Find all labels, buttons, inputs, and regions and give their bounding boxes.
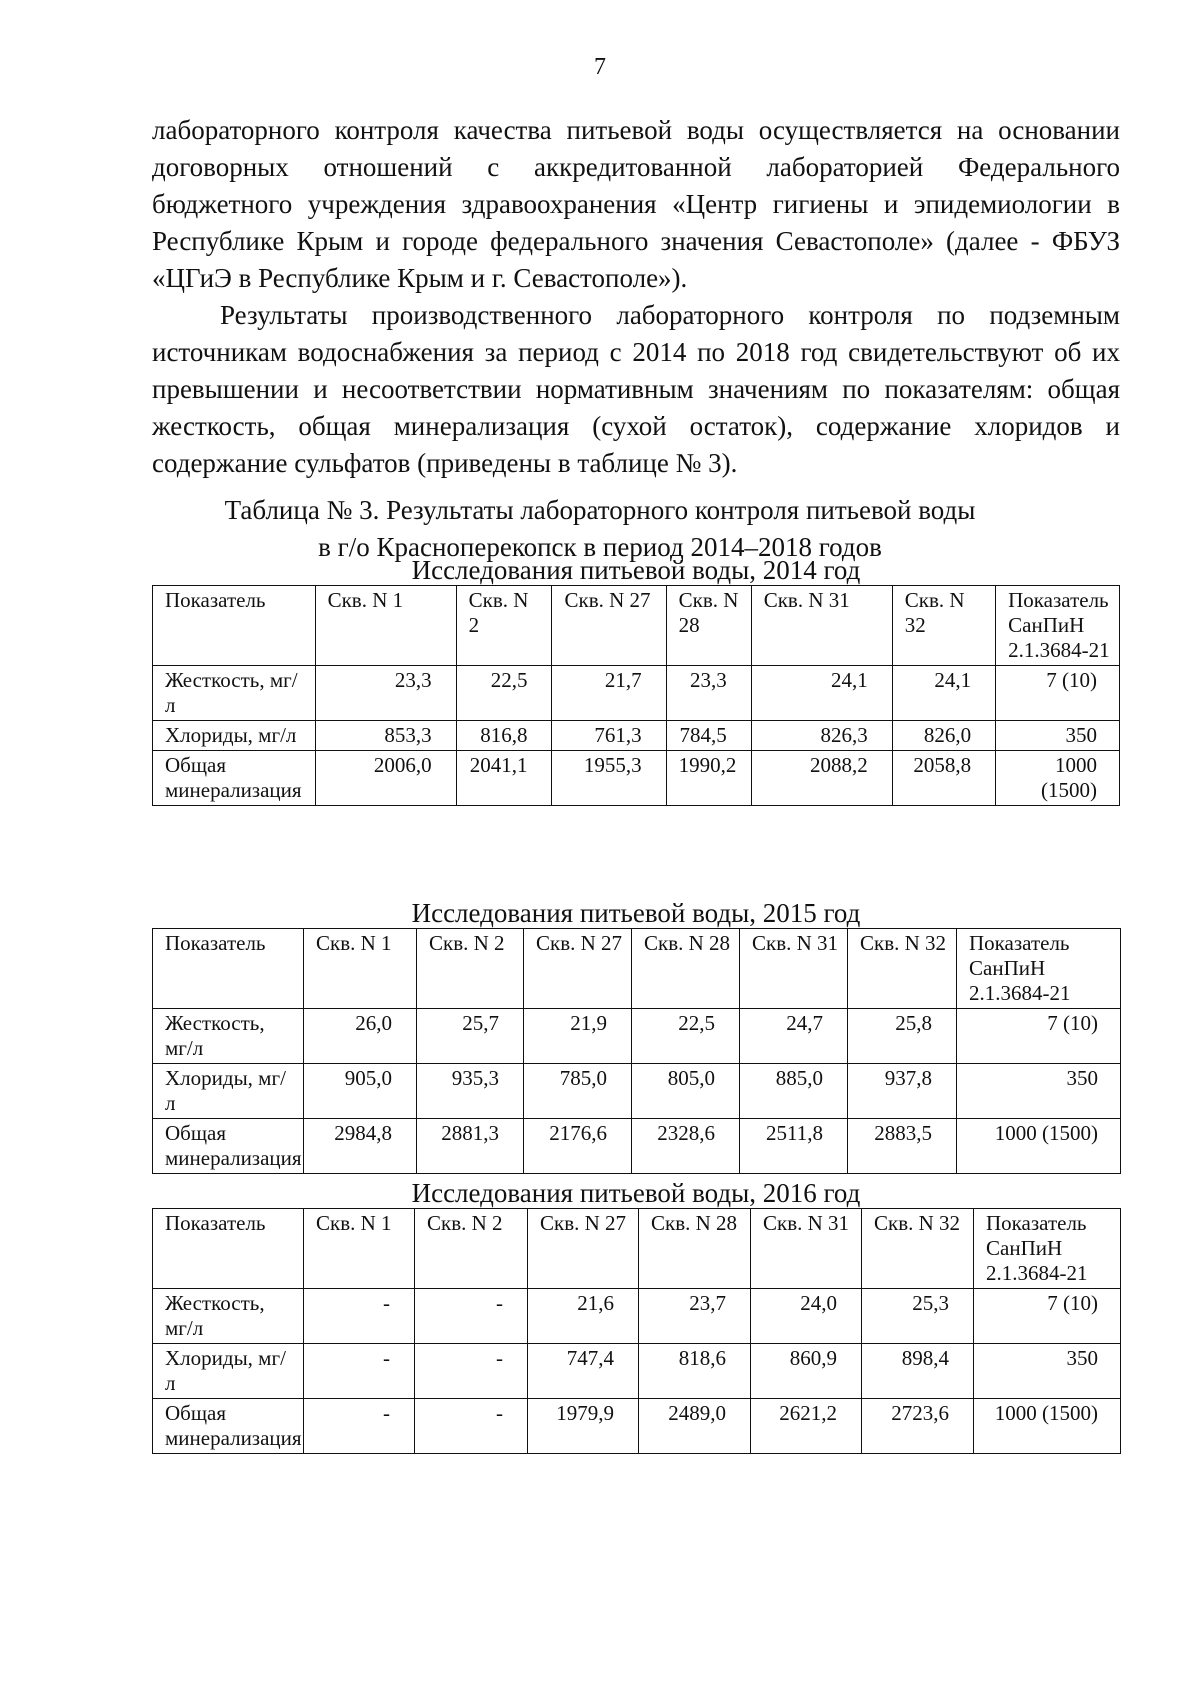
header-cell: Скв. N 28 — [639, 1209, 751, 1289]
header-cell: Скв. N 28 — [666, 586, 751, 666]
value-cell: 2176,6 — [524, 1119, 632, 1174]
table-row — [153, 1009, 1121, 1064]
value-cell: 816,8 — [456, 721, 552, 751]
header-cell: Показатель — [153, 586, 316, 666]
header-cell: Скв. N 32 — [892, 586, 995, 666]
norm-cell: 7 (10) — [996, 666, 1120, 721]
value-cell: 885,0 — [740, 1064, 848, 1119]
body-text — [152, 112, 1120, 482]
header-cell: Показатель — [153, 929, 304, 1009]
table-row — [153, 751, 1120, 806]
indicator-cell: Общая минерализация — [153, 1399, 304, 1454]
value-cell: - — [304, 1344, 415, 1399]
value-cell: 24,1 — [892, 666, 995, 721]
value-cell: 25,7 — [417, 1009, 524, 1064]
value-cell: 21,6 — [528, 1289, 639, 1344]
header-cell: Показатель СанПиН 2.1.3684-21 — [996, 586, 1120, 666]
value-cell: 21,9 — [524, 1009, 632, 1064]
indicator-cell: Хлориды, мг/л — [153, 1344, 304, 1399]
value-cell: 935,3 — [417, 1064, 524, 1119]
table-row — [153, 1344, 1121, 1399]
table-row — [153, 666, 1120, 721]
table-row — [153, 721, 1120, 751]
table-caption-line: в г/о Красноперекопск в период 2014–2018 годов — [318, 532, 882, 562]
value-cell: - — [304, 1399, 415, 1454]
indicator-cell: Общая минерализация — [153, 1119, 304, 1174]
value-cell: 784,5 — [666, 721, 751, 751]
value-cell: 1955,3 — [552, 751, 666, 806]
header-cell: Показатель — [153, 1209, 304, 1289]
value-cell: - — [304, 1289, 415, 1344]
value-cell: 22,5 — [456, 666, 552, 721]
table-row — [153, 1119, 1121, 1174]
value-cell: 1990,2 — [666, 751, 751, 806]
value-cell: 860,9 — [751, 1344, 862, 1399]
header-cell: Скв. N 27 — [524, 929, 632, 1009]
value-cell: - — [415, 1344, 528, 1399]
indicator-cell: Хлориды, мг/л — [153, 1064, 304, 1119]
value-cell: 2621,2 — [751, 1399, 862, 1454]
value-cell: - — [415, 1399, 528, 1454]
norm-cell: 1000 (1500) — [996, 751, 1120, 806]
value-cell: 25,8 — [848, 1009, 957, 1064]
value-cell: 21,7 — [552, 666, 666, 721]
header-cell: Скв. N 27 — [528, 1209, 639, 1289]
section-title-2016: Исследования питьевой воды, 2016 год — [411, 1178, 861, 1208]
header-cell: Скв. N 31 — [751, 586, 892, 666]
value-cell: 805,0 — [632, 1064, 740, 1119]
header-cell: Скв. N 28 — [632, 929, 740, 1009]
norm-cell: 1000 (1500) — [957, 1119, 1121, 1174]
value-cell: 937,8 — [848, 1064, 957, 1119]
value-cell: 23,3 — [315, 666, 456, 721]
header-cell: Скв. N 32 — [862, 1209, 974, 1289]
value-cell: 2883,5 — [848, 1119, 957, 1174]
value-cell: 24,7 — [740, 1009, 848, 1064]
value-cell: 2088,2 — [751, 751, 892, 806]
header-cell: Скв. N 32 — [848, 929, 957, 1009]
page-number: 7 — [594, 54, 606, 80]
header-cell: Скв. N 2 — [415, 1209, 528, 1289]
table-caption-line: Таблица № 3. Результаты лабораторного контроля питьевой воды — [224, 495, 976, 525]
table-header-row — [153, 929, 1121, 1009]
header-cell: Показатель СанПиН 2.1.3684-21 — [957, 929, 1121, 1009]
value-cell: 818,6 — [639, 1344, 751, 1399]
value-cell: 2041,1 — [456, 751, 552, 806]
value-cell: 2984,8 — [304, 1119, 417, 1174]
results-table-2016 — [152, 1208, 1121, 1454]
value-cell: 785,0 — [524, 1064, 632, 1119]
header-cell: Скв. N 1 — [304, 1209, 415, 1289]
value-cell: 1979,9 — [528, 1399, 639, 1454]
norm-cell: 1000 (1500) — [974, 1399, 1121, 1454]
norm-cell: 350 — [957, 1064, 1121, 1119]
value-cell: 2058,8 — [892, 751, 995, 806]
table-header-row — [153, 586, 1120, 666]
value-cell: 23,7 — [639, 1289, 751, 1344]
value-cell: 826,0 — [892, 721, 995, 751]
header-cell: Скв. N 31 — [740, 929, 848, 1009]
value-cell: 26,0 — [304, 1009, 417, 1064]
value-cell: 826,3 — [751, 721, 892, 751]
value-cell: - — [415, 1289, 528, 1344]
value-cell: 2489,0 — [639, 1399, 751, 1454]
norm-cell: 7 (10) — [974, 1289, 1121, 1344]
table-row — [153, 1289, 1121, 1344]
value-cell: 22,5 — [632, 1009, 740, 1064]
value-cell: 761,3 — [552, 721, 666, 751]
results-table-2014 — [152, 585, 1120, 806]
header-cell: Скв. N 27 — [552, 586, 666, 666]
header-cell: Скв. N 1 — [304, 929, 417, 1009]
section-title-2015: Исследования питьевой воды, 2015 год — [411, 898, 861, 928]
header-cell: Скв. N 2 — [456, 586, 552, 666]
norm-cell: 7 (10) — [957, 1009, 1121, 1064]
value-cell: 2328,6 — [632, 1119, 740, 1174]
table-header-row — [153, 1209, 1121, 1289]
value-cell: 2881,3 — [417, 1119, 524, 1174]
indicator-cell: Общая минерализация — [153, 751, 316, 806]
indicator-cell: Жесткость, мг/л — [153, 1009, 304, 1064]
table-row — [153, 1399, 1121, 1454]
section-title-2014: Исследования питьевой воды, 2014 год — [411, 555, 861, 585]
value-cell: 2723,6 — [862, 1399, 974, 1454]
indicator-cell: Хлориды, мг/л — [153, 721, 316, 751]
norm-cell: 350 — [996, 721, 1120, 751]
header-cell: Скв. N 1 — [315, 586, 456, 666]
value-cell: 24,0 — [751, 1289, 862, 1344]
header-cell: Скв. N 31 — [751, 1209, 862, 1289]
value-cell: 747,4 — [528, 1344, 639, 1399]
header-cell: Скв. N 2 — [417, 929, 524, 1009]
value-cell: 25,3 — [862, 1289, 974, 1344]
header-cell: Показатель СанПиН 2.1.3684-21 — [974, 1209, 1121, 1289]
paragraph: Результаты производственного лабораторного контроля по подземным источникам водоснабжения за период с 2014 по 2018 год свидетельствуют об их превышении и несоответствии нормативным значениям по показателям: общая жесткость, общая минерализация (сухой остаток), содержание хлоридов и содержание сульфатов (приведены в таблице № 3). — [152, 300, 1120, 478]
value-cell: 853,3 — [315, 721, 456, 751]
paragraph: лабораторного контроля качества питьевой воды осуществляется на основании договорных отношений с аккредитованной лабораторией Федерального бюджетного учреждения здравоохранения «Центр гигиены и эпидемиологии в Республике Крым и городе федерального значения Севастополе» (далее - ФБУЗ «ЦГиЭ в Республике Крым и г. Севастополе»). — [152, 115, 1120, 293]
value-cell: 905,0 — [304, 1064, 417, 1119]
value-cell: 2006,0 — [315, 751, 456, 806]
indicator-cell: Жесткость, мг/л — [153, 666, 316, 721]
value-cell: 23,3 — [666, 666, 751, 721]
value-cell: 2511,8 — [740, 1119, 848, 1174]
norm-cell: 350 — [974, 1344, 1121, 1399]
table-row — [153, 1064, 1121, 1119]
results-table-2015 — [152, 928, 1121, 1174]
indicator-cell: Жесткость, мг/л — [153, 1289, 304, 1344]
value-cell: 898,4 — [862, 1344, 974, 1399]
value-cell: 24,1 — [751, 666, 892, 721]
